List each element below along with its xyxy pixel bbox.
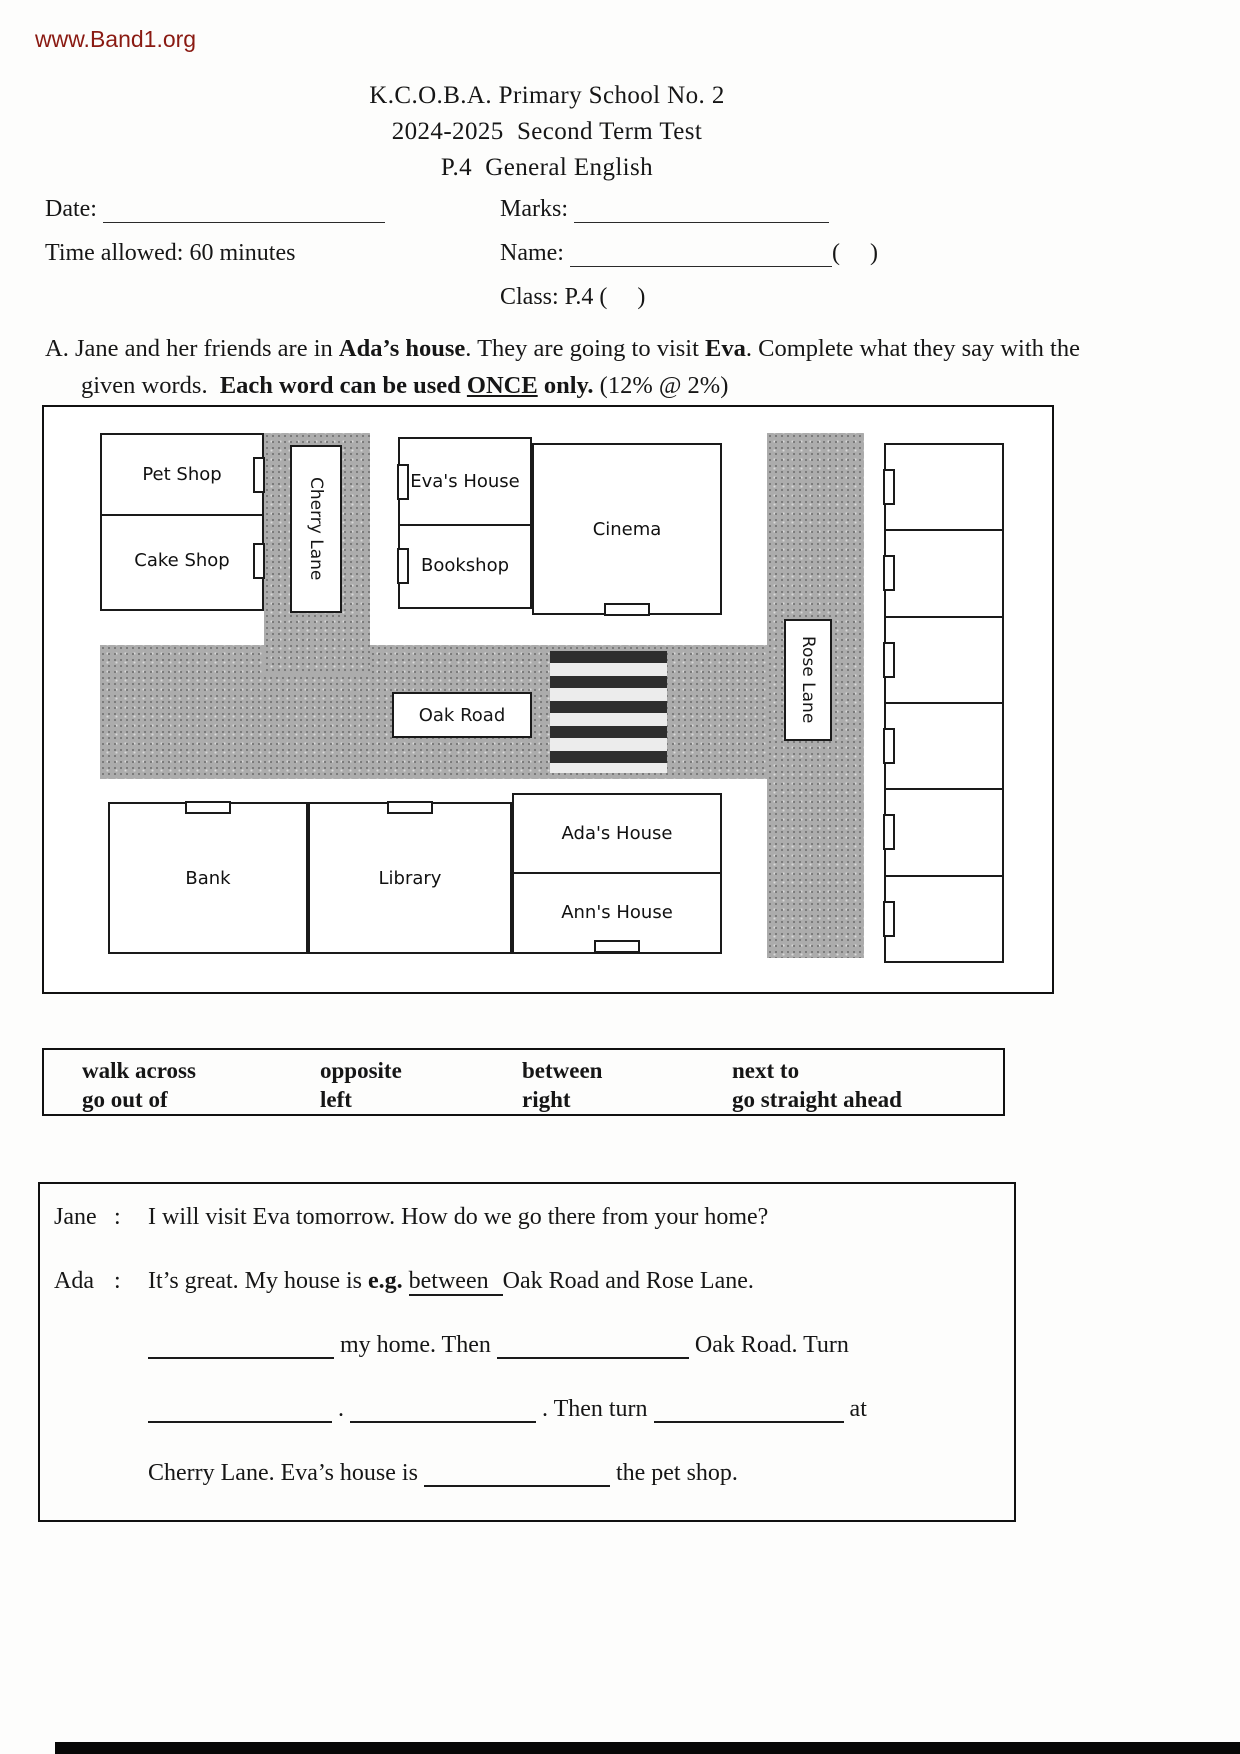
example-answer-between: between xyxy=(409,1268,503,1296)
instruction-bold-once: ONCE xyxy=(466,372,538,399)
name-row xyxy=(500,240,878,267)
word-option: walk across xyxy=(82,1058,196,1083)
door-mark xyxy=(883,728,895,764)
bank-label: Bank xyxy=(185,867,231,889)
dialogue-text: the pet shop. xyxy=(609,1460,738,1486)
word-option: go out of xyxy=(82,1087,168,1112)
instruction-marks: (12% @ 2%) xyxy=(593,372,729,399)
building-library xyxy=(308,802,512,954)
dialogue-text: It’s great. My house is xyxy=(148,1268,368,1294)
dialogue-line-4 xyxy=(54,1396,994,1423)
scan-artifact-bar xyxy=(55,1742,1240,1754)
class-row xyxy=(500,284,645,311)
date-row xyxy=(45,196,385,223)
instruction-text: Jane and her friends are in xyxy=(68,335,339,362)
dialogue-text: . xyxy=(332,1396,350,1422)
section-a-instructions xyxy=(45,330,1101,404)
pet-shop-label: Pet Shop xyxy=(142,464,222,485)
instruction-bold-eva: Eva xyxy=(705,335,746,362)
class-label: Class: P.4 ( ) xyxy=(500,284,646,310)
dialogue-text: . Then turn xyxy=(536,1396,654,1422)
dialogue-line-ada xyxy=(54,1268,994,1295)
answer-blank-3 xyxy=(148,1398,332,1423)
dialogue-text xyxy=(148,1396,994,1423)
dialogue-text: Oak Road and Rose Lane. xyxy=(502,1268,754,1294)
word-bank xyxy=(42,1048,1005,1116)
dialogue-text: I will visit Eva tomorrow. How do we go there from your home? xyxy=(148,1204,769,1230)
cinema-label: Cinema xyxy=(592,518,662,540)
oak-road-label: Oak Road xyxy=(392,692,532,738)
word-option: between xyxy=(522,1058,603,1083)
word-option: next to xyxy=(732,1058,800,1083)
building-eva-bookshop-block xyxy=(398,437,532,609)
building-unit xyxy=(886,877,1002,961)
speaker-name: Jane xyxy=(54,1204,97,1230)
name-blank-line xyxy=(570,243,832,267)
door-mark xyxy=(397,464,409,500)
dialogue-line-jane xyxy=(54,1204,994,1231)
instruction-bold: only. xyxy=(537,372,594,399)
answer-blank-1 xyxy=(148,1334,334,1359)
answer-blank-2 xyxy=(497,1334,689,1359)
time-allowed-label: Time allowed: 60 minutes xyxy=(45,240,296,266)
marks-blank-line xyxy=(574,199,829,223)
dialogue-text xyxy=(148,1268,994,1295)
answer-blank-6 xyxy=(424,1462,610,1487)
building-anns-house xyxy=(514,872,720,950)
building-evas-house xyxy=(400,439,530,524)
door-mark xyxy=(883,814,895,850)
watermark-text: www.Band1.org xyxy=(35,26,197,52)
door-mark xyxy=(185,801,231,814)
word-option: opposite xyxy=(320,1058,402,1083)
subject-title: P.4 General English xyxy=(440,154,654,181)
door-mark xyxy=(883,469,895,505)
building-row-right xyxy=(884,443,1004,963)
dialogue-text xyxy=(148,1460,994,1487)
instruction-text: . They are going to visit xyxy=(465,335,706,362)
date-blank-line xyxy=(103,199,385,223)
cake-shop-label: Cake Shop xyxy=(134,550,230,571)
word-option: go straight ahead xyxy=(732,1087,902,1112)
door-mark xyxy=(397,548,409,584)
section-a-prefix: A. xyxy=(45,335,69,362)
instruction-bold-adas-house: Ada’s house xyxy=(338,335,466,362)
building-unit xyxy=(886,618,1002,704)
library-label: Library xyxy=(378,867,442,889)
dialogue-text: Cherry Lane. Eva’s house is xyxy=(148,1460,424,1486)
dialogue-box xyxy=(38,1182,1016,1522)
door-mark xyxy=(253,543,265,579)
marks-row xyxy=(500,196,829,223)
door-mark xyxy=(387,801,433,814)
door-mark xyxy=(253,457,265,493)
building-ada-ann-block xyxy=(512,793,722,954)
building-cake-shop xyxy=(102,514,262,605)
answer-blank-5 xyxy=(654,1398,844,1423)
building-cinema xyxy=(532,443,722,615)
building-bank xyxy=(108,802,308,954)
building-pet-cake-block xyxy=(100,433,264,611)
door-mark xyxy=(883,642,895,678)
door-mark xyxy=(594,940,640,953)
term-title: 2024-2025 Second Term Test xyxy=(391,118,703,145)
answer-blank-4 xyxy=(350,1398,536,1423)
instruction-bold: Each word can be used xyxy=(219,372,467,399)
name-paren: ( ) xyxy=(831,240,878,266)
door-mark xyxy=(604,603,650,616)
dialogue-line-5 xyxy=(54,1460,994,1487)
bookshop-label: Bookshop xyxy=(420,555,510,576)
evas-house-label: Eva's House xyxy=(410,471,520,492)
marks-label: Marks: xyxy=(500,196,568,222)
speaker-colon: : xyxy=(114,1268,121,1294)
instruction-text: . Complete what they say with the given words. xyxy=(81,335,1080,399)
word-option: left xyxy=(320,1087,352,1112)
speaker-name: Ada xyxy=(54,1268,94,1294)
date-label: Date: xyxy=(45,196,97,222)
dialogue-text: Oak Road. Turn xyxy=(688,1332,849,1358)
building-unit xyxy=(886,531,1002,617)
dialogue-text: my home. Then xyxy=(334,1332,497,1358)
dialogue-text: at xyxy=(843,1396,867,1422)
building-unit xyxy=(886,704,1002,790)
building-pet-shop xyxy=(102,435,262,514)
speaker-colon: : xyxy=(114,1204,121,1230)
building-unit xyxy=(886,790,1002,876)
time-allowed-row xyxy=(45,240,295,267)
adas-house-label: Ada's House xyxy=(561,823,673,844)
building-unit xyxy=(886,445,1002,531)
cherry-lane-label: Cherry Lane xyxy=(290,445,342,613)
anns-house-label: Ann's House xyxy=(561,901,673,923)
street-map xyxy=(42,405,1054,994)
zebra-crossing xyxy=(550,651,667,773)
school-name: K.C.O.B.A. Primary School No. 2 xyxy=(369,82,725,109)
door-mark xyxy=(883,555,895,591)
eg-bold: e.g. xyxy=(367,1268,403,1294)
building-adas-house xyxy=(514,795,720,872)
dialogue-line-3 xyxy=(54,1332,994,1359)
word-option: right xyxy=(522,1087,571,1112)
building-bookshop xyxy=(400,524,530,605)
door-mark xyxy=(883,901,895,937)
dialogue-text xyxy=(148,1332,994,1359)
paper-header xyxy=(42,78,1052,186)
rose-lane-label: Rose Lane xyxy=(784,619,832,741)
name-label: Name: xyxy=(500,240,564,266)
